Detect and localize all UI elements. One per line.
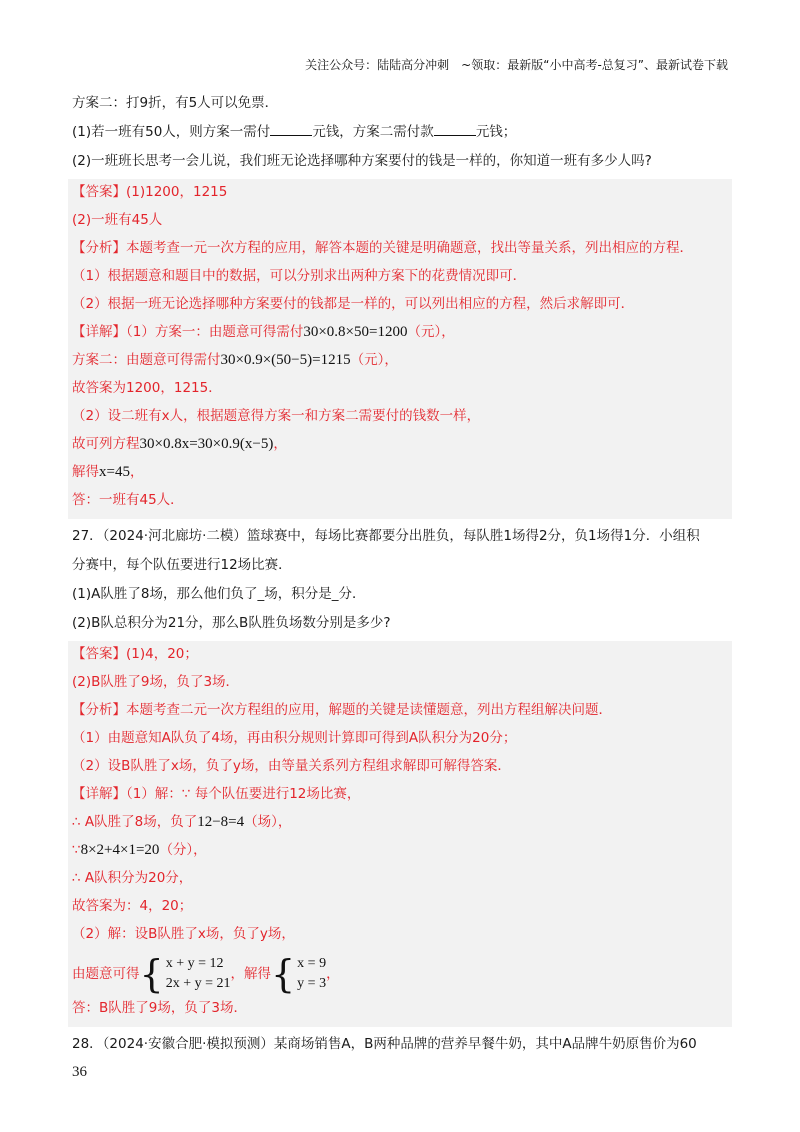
q26-detail2: 方案二：由题意可得需付30×0.9×(50−5)=1215（元），: [72, 352, 398, 368]
q26-detail4: （2）设二班有x人，根据题意得方案一和方案二需要付的钱数一样，: [72, 408, 481, 424]
q27-analysis: 【分析】本题考查二元一次方程组的应用，解题的关键是读懂题意，列出方程组解决问题．: [72, 702, 612, 718]
page-content: [72, 92, 728, 1062]
answer-blank: [270, 121, 312, 136]
q26-part1: (1)若一班有50人，则方案一需付 元钱，方案二需付款 元钱；: [72, 121, 728, 143]
q26-analysis2: （2）根据一班无论选择哪种方案要付的钱都是一样的，可以列出相应的方程，然后求解即可．: [72, 296, 635, 312]
q26-analysis: 【分析】本题考查一元一次方程的应用，解答本题的关键是明确题意，找出等量关系，列出相应的方程．: [72, 240, 693, 256]
q27-detail3: ∵8×2+4×1=20（分），: [72, 842, 207, 858]
q26-solution-block: [68, 179, 732, 519]
q26-answer1: 【答案】(1)1200，1215: [72, 184, 228, 200]
q26-detail6: 解得x=45，: [72, 464, 144, 480]
q27-analysis1: （1）由题意知A队负了4场，再由积分规则计算即可得到A队积分为20分；: [72, 730, 517, 746]
q27-detail5: 故答案为：4，20；: [72, 898, 193, 914]
q27-solution-block: [68, 641, 732, 1027]
q27-title: 27．（2024·河北廊坊·二模）篮球赛中，每场比赛都要分出胜负，每队胜1场得2分，负1场得1分．小组积: [72, 528, 700, 544]
q26-detail3: 故答案为1200，1215．: [72, 380, 222, 396]
q27-detail1: 【详解】（1）解：∵ 每个队伍要进行12场比赛，: [72, 786, 361, 802]
q27-analysis2: （2）设B队胜了x场，负了y场，由等量关系列方程组求解即可解得答案．: [72, 758, 511, 774]
q26-detail7: 答：一班有45人．: [72, 492, 184, 508]
q27-part2: (2)B队总积分为21分，那么B队胜负场数分别是多少?: [72, 615, 391, 631]
answer-blank: [434, 121, 476, 136]
q27-answer2: (2)B队胜了9场，负了3场．: [72, 674, 240, 690]
q26-analysis1: （1）根据题意和题目中的数据，可以分别求出两种方案下的花费情况即可．: [72, 268, 527, 284]
q27-part1: (1)A队胜了8场，那么他们负了_场，积分是_分．: [72, 586, 366, 602]
q27-detail6: （2）解：设B队胜了x场，负了y场，: [72, 926, 295, 942]
q27-detail7: 由题意可得 { x + y = 12 2x + y = 21 ，解得 { x = 9 y = 3 ，: [72, 952, 340, 996]
q26-detail5: 故可列方程30×0.8x=30×0.9(x−5)，: [72, 436, 287, 452]
q27-answer1: 【答案】(1)4，20；: [72, 646, 198, 662]
q27-detail2: ∴ A队胜了8场，负了12−8=4（场），: [72, 814, 292, 830]
q26-part2: (2)一班班长思考一会儿说，我们班无论选择哪种方案要付的钱是一样的，你知道一班有多少人吗?: [72, 153, 652, 169]
page-number: 36: [72, 1064, 87, 1080]
q26-detail1: 【详解】（1）方案一：由题意可得需付30×0.8×50=1200（元），: [72, 324, 455, 340]
page-header: 关注公众号：陆陆高分冲刺 ~领取：最新版“小中高考-总复习”、最新试卷下载: [305, 58, 728, 72]
q26-answer2: (2)一班有45人: [72, 212, 163, 228]
q26-plan2: 方案二：打9折，有5人可以免票．: [72, 95, 279, 111]
solution-system: { x = 9 y = 3: [270, 952, 327, 996]
q28-title: 28．（2024·安徽合肥·模拟预测）某商场销售A，B两种品牌的营养早餐牛奶，其中A品牌牛奶原售价为60: [72, 1036, 697, 1052]
equation-system: { x + y = 12 2x + y = 21: [139, 952, 231, 996]
q27-detail8: 答：B队胜了9场，负了3场．: [72, 1000, 247, 1016]
q27-title2: 分赛中，每个队伍要进行12场比赛．: [72, 557, 292, 573]
q27-detail4: ∴ A队积分为20分，: [72, 870, 193, 886]
